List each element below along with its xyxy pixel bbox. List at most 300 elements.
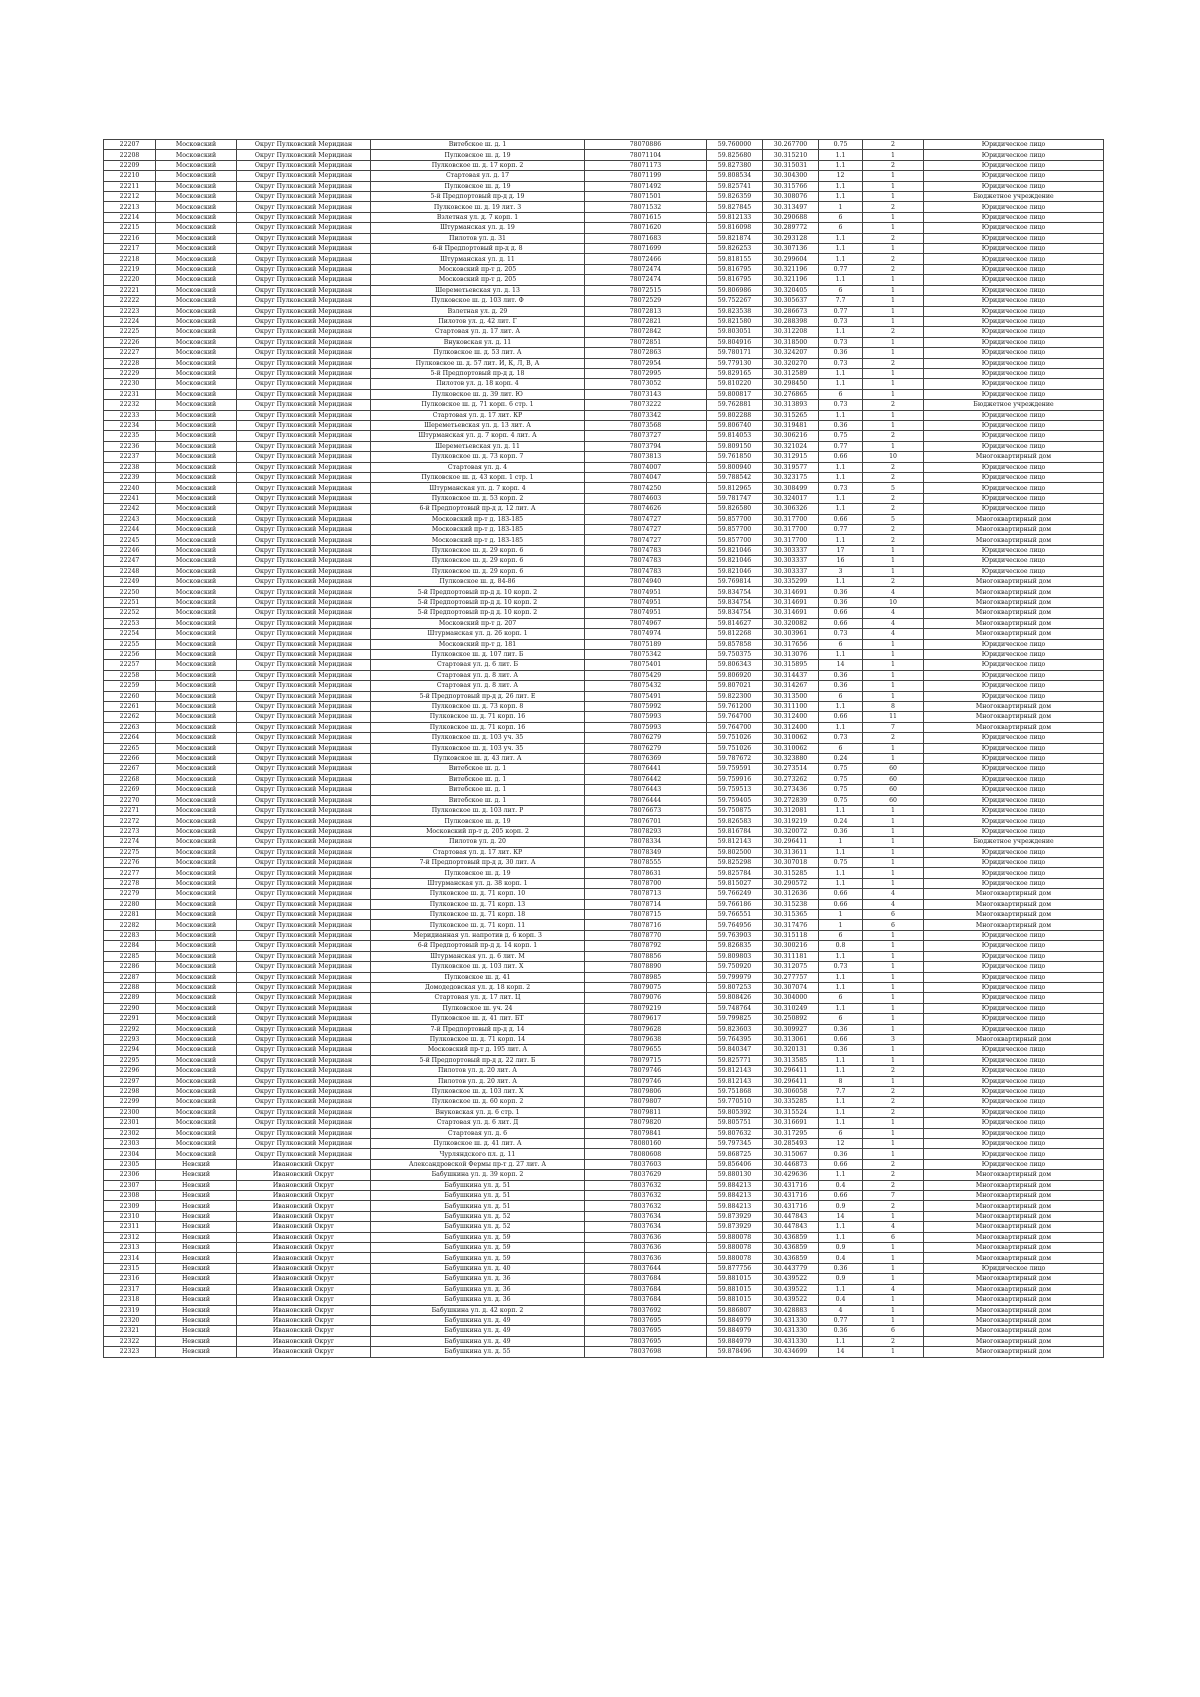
municipality-cell: Округ Пулковский Меридиан (237, 826, 371, 836)
owner-type-cell: Юридическое лицо (924, 431, 1104, 441)
row-number: 22270 (104, 795, 156, 805)
row-number: 22253 (104, 618, 156, 628)
district-cell: Московский (156, 441, 237, 451)
longitude-cell: 30.431330 (763, 1336, 819, 1346)
count-cell: 5 (863, 483, 924, 493)
district-cell: Невский (156, 1222, 237, 1232)
table-row (104, 660, 1104, 670)
code-cell: 78075432 (585, 681, 707, 691)
district-cell: Невский (156, 1284, 237, 1294)
municipality-cell: Округ Пулковский Меридиан (237, 441, 371, 451)
latitude-cell: 59.759513 (707, 785, 763, 795)
area-cell: 1.1 (819, 379, 863, 389)
table-row (104, 1326, 1104, 1336)
municipality-cell: Округ Пулковский Меридиан (237, 1066, 371, 1076)
district-cell: Московский (156, 452, 237, 462)
code-cell: 78076443 (585, 785, 707, 795)
address-cell: 5-й Предпортовый пр-д д. 19 (371, 192, 585, 202)
municipality-cell: Округ Пулковский Меридиан (237, 150, 371, 160)
address-cell: Бабушкина ул. д. 52 (371, 1211, 585, 1221)
longitude-cell: 30.324207 (763, 348, 819, 358)
area-cell: 1.1 (819, 1055, 863, 1065)
longitude-cell: 30.303337 (763, 545, 819, 555)
table-row (104, 244, 1104, 254)
latitude-cell: 59.826580 (707, 504, 763, 514)
count-cell: 11 (863, 712, 924, 722)
district-cell: Московский (156, 941, 237, 951)
latitude-cell: 59.884213 (707, 1180, 763, 1190)
table-row (104, 577, 1104, 587)
code-cell: 78072842 (585, 327, 707, 337)
municipality-cell: Округ Пулковский Меридиан (237, 493, 371, 503)
table-row (104, 473, 1104, 483)
owner-type-cell: Юридическое лицо (924, 753, 1104, 763)
longitude-cell: 30.436859 (763, 1243, 819, 1253)
count-cell: 2 (863, 400, 924, 410)
longitude-cell: 30.439522 (763, 1295, 819, 1305)
count-cell: 1 (863, 275, 924, 285)
area-cell: 1.1 (819, 368, 863, 378)
municipality-cell: Округ Пулковский Меридиан (237, 785, 371, 795)
code-cell: 78072821 (585, 316, 707, 326)
code-cell: 78073143 (585, 389, 707, 399)
code-cell: 78071615 (585, 212, 707, 222)
district-cell: Московский (156, 504, 237, 514)
address-cell: Шереметьевская ул. д. 13 лит. А (371, 420, 585, 430)
row-number: 22310 (104, 1211, 156, 1221)
latitude-cell: 59.834754 (707, 587, 763, 597)
latitude-cell: 59.873929 (707, 1222, 763, 1232)
count-cell: 1 (863, 847, 924, 857)
owner-type-cell: Юридическое лицо (924, 649, 1104, 659)
area-cell: 6 (819, 1128, 863, 1138)
code-cell: 78072474 (585, 264, 707, 274)
table-row (104, 1191, 1104, 1201)
latitude-cell: 59.788542 (707, 473, 763, 483)
owner-type-cell: Юридическое лицо (924, 566, 1104, 576)
row-number: 22306 (104, 1170, 156, 1180)
latitude-cell: 59.826583 (707, 816, 763, 826)
count-cell: 2 (863, 504, 924, 514)
municipality-cell: Округ Пулковский Меридиан (237, 275, 371, 285)
municipality-cell: Округ Пулковский Меридиан (237, 212, 371, 222)
table-row (104, 753, 1104, 763)
municipality-cell: Округ Пулковский Меридиан (237, 285, 371, 295)
table-row (104, 202, 1104, 212)
row-number: 22275 (104, 847, 156, 857)
municipality-cell: Ивановский Округ (237, 1232, 371, 1242)
table-row (104, 1305, 1104, 1315)
table-row (104, 587, 1104, 597)
district-cell: Московский (156, 296, 237, 306)
count-cell: 2 (863, 535, 924, 545)
count-cell: 4 (863, 1222, 924, 1232)
municipality-cell: Ивановский Округ (237, 1170, 371, 1180)
address-cell: Бабушкина ул. д. 55 (371, 1347, 585, 1357)
municipality-cell: Округ Пулковский Меридиан (237, 566, 371, 576)
longitude-cell: 30.315238 (763, 899, 819, 909)
code-cell: 78079811 (585, 1107, 707, 1117)
address-cell: 7-й Предпортовый пр-д д. 14 (371, 1024, 585, 1034)
district-cell: Московский (156, 348, 237, 358)
table-row (104, 160, 1104, 170)
latitude-cell: 59.761200 (707, 701, 763, 711)
row-number: 22303 (104, 1139, 156, 1149)
municipality-cell: Ивановский Округ (237, 1305, 371, 1315)
code-cell: 78073794 (585, 441, 707, 451)
code-cell: 78073568 (585, 420, 707, 430)
latitude-cell: 59.761850 (707, 452, 763, 462)
municipality-cell: Округ Пулковский Меридиан (237, 889, 371, 899)
code-cell: 78078334 (585, 837, 707, 847)
municipality-cell: Округ Пулковский Меридиан (237, 379, 371, 389)
table-row (104, 181, 1104, 191)
count-cell: 1 (863, 806, 924, 816)
area-cell: 1 (819, 837, 863, 847)
table-row (104, 691, 1104, 701)
area-cell: 0.36 (819, 348, 863, 358)
area-cell: 1.1 (819, 1097, 863, 1107)
latitude-cell: 59.884979 (707, 1336, 763, 1346)
address-cell: Шереметьевская ул. д. 13 (371, 285, 585, 295)
code-cell: 78078714 (585, 899, 707, 909)
latitude-cell: 59.812143 (707, 1066, 763, 1076)
row-number: 22322 (104, 1336, 156, 1346)
longitude-cell: 30.323175 (763, 473, 819, 483)
district-cell: Московский (156, 878, 237, 888)
row-number: 22283 (104, 930, 156, 940)
count-cell: 2 (863, 1097, 924, 1107)
count-cell: 2 (863, 202, 924, 212)
district-cell: Московский (156, 1003, 237, 1013)
table-row (104, 1243, 1104, 1253)
owner-type-cell: Юридическое лицо (924, 473, 1104, 483)
count-cell: 1 (863, 337, 924, 347)
latitude-cell: 59.821046 (707, 556, 763, 566)
owner-type-cell: Многоквартирный дом (924, 1336, 1104, 1346)
address-cell: Взлетная ул. д. 7 корп. 1 (371, 212, 585, 222)
row-number: 22284 (104, 941, 156, 951)
longitude-cell: 30.300216 (763, 941, 819, 951)
owner-type-cell: Юридическое лицо (924, 348, 1104, 358)
owner-type-cell: Бюджетное учреждение (924, 400, 1104, 410)
row-number: 22216 (104, 233, 156, 243)
area-cell: 1.1 (819, 473, 863, 483)
row-number: 22211 (104, 181, 156, 191)
address-cell: 6-й Предпортовый пр-д д. 8 (371, 244, 585, 254)
row-number: 22292 (104, 1024, 156, 1034)
count-cell: 2 (863, 1180, 924, 1190)
row-number: 22236 (104, 441, 156, 451)
municipality-cell: Округ Пулковский Меридиан (237, 681, 371, 691)
municipality-cell: Округ Пулковский Меридиан (237, 223, 371, 233)
area-cell: 6 (819, 212, 863, 222)
longitude-cell: 30.267700 (763, 140, 819, 150)
longitude-cell: 30.315265 (763, 410, 819, 420)
table-row (104, 910, 1104, 920)
longitude-cell: 30.290688 (763, 212, 819, 222)
row-number: 22242 (104, 504, 156, 514)
municipality-cell: Округ Пулковский Меридиан (237, 795, 371, 805)
longitude-cell: 30.273262 (763, 774, 819, 784)
latitude-cell: 59.748764 (707, 1003, 763, 1013)
district-cell: Московский (156, 514, 237, 524)
row-number: 22273 (104, 826, 156, 836)
longitude-cell: 30.320082 (763, 618, 819, 628)
municipality-cell: Округ Пулковский Меридиан (237, 962, 371, 972)
area-cell: 6 (819, 691, 863, 701)
row-number: 22305 (104, 1159, 156, 1169)
code-cell: 78071492 (585, 181, 707, 191)
row-number: 22302 (104, 1128, 156, 1138)
count-cell: 2 (863, 577, 924, 587)
owner-type-cell: Многоквартирный дом (924, 910, 1104, 920)
code-cell: 78037636 (585, 1253, 707, 1263)
count-cell: 1 (863, 1295, 924, 1305)
table-row (104, 743, 1104, 753)
district-cell: Московский (156, 493, 237, 503)
code-cell: 78076279 (585, 733, 707, 743)
code-cell: 78078890 (585, 962, 707, 972)
row-number: 22229 (104, 368, 156, 378)
owner-type-cell: Юридическое лицо (924, 285, 1104, 295)
count-cell: 6 (863, 910, 924, 920)
row-number: 22293 (104, 1034, 156, 1044)
municipality-cell: Округ Пулковский Меридиан (237, 400, 371, 410)
address-cell: Пилотов ул. д. 42 лит. Г (371, 316, 585, 326)
latitude-cell: 59.802288 (707, 410, 763, 420)
code-cell: 78079628 (585, 1024, 707, 1034)
row-number: 22214 (104, 212, 156, 222)
longitude-cell: 30.324017 (763, 493, 819, 503)
district-cell: Московский (156, 212, 237, 222)
longitude-cell: 30.277757 (763, 972, 819, 982)
latitude-cell: 59.881015 (707, 1295, 763, 1305)
table-row (104, 171, 1104, 181)
address-cell: Пулковское ш. уч. 24 (371, 1003, 585, 1013)
code-cell: 78071683 (585, 233, 707, 243)
area-cell: 0.73 (819, 358, 863, 368)
district-cell: Московский (156, 1118, 237, 1128)
address-cell: Витебское ш. д. 1 (371, 795, 585, 805)
address-cell: Штурманская ул. д. 19 (371, 223, 585, 233)
address-cell: Штурманская ул. д. 6 лит. М (371, 951, 585, 961)
address-cell: Внуковская ул. д. 6 стр. 1 (371, 1107, 585, 1117)
address-cell: Бабушкина ул. д. 36 (371, 1295, 585, 1305)
owner-type-cell: Многоквартирный дом (924, 712, 1104, 722)
owner-type-cell: Многоквартирный дом (924, 701, 1104, 711)
row-number: 22230 (104, 379, 156, 389)
area-cell: 0.36 (819, 1263, 863, 1273)
code-cell: 78079807 (585, 1097, 707, 1107)
latitude-cell: 59.815027 (707, 878, 763, 888)
longitude-cell: 30.315365 (763, 910, 819, 920)
address-cell: Пулковское ш. д. 19 (371, 868, 585, 878)
address-cell: Бабушкина ул. д. 49 (371, 1336, 585, 1346)
code-cell: 78071173 (585, 160, 707, 170)
area-cell: 6 (819, 743, 863, 753)
owner-type-cell: Многоквартирный дом (924, 1326, 1104, 1336)
code-cell: 78074951 (585, 608, 707, 618)
row-number: 22317 (104, 1284, 156, 1294)
longitude-cell: 30.313061 (763, 1034, 819, 1044)
latitude-cell: 59.769814 (707, 577, 763, 587)
area-cell: 1.1 (819, 868, 863, 878)
code-cell: 78079806 (585, 1086, 707, 1096)
owner-type-cell: Юридическое лицо (924, 545, 1104, 555)
count-cell: 2 (863, 327, 924, 337)
code-cell: 78072515 (585, 285, 707, 295)
address-cell: Пилотов ул. д. 20 (371, 837, 585, 847)
row-number: 22267 (104, 764, 156, 774)
area-cell: 0.66 (819, 608, 863, 618)
district-cell: Московский (156, 733, 237, 743)
table-row (104, 452, 1104, 462)
code-cell: 78078293 (585, 826, 707, 836)
owner-type-cell: Юридическое лицо (924, 1076, 1104, 1086)
row-number: 22246 (104, 545, 156, 555)
address-cell: Московский пр-т д. 181 (371, 639, 585, 649)
longitude-cell: 30.276865 (763, 389, 819, 399)
longitude-cell: 30.315285 (763, 868, 819, 878)
longitude-cell: 30.312208 (763, 327, 819, 337)
address-cell: Московский пр-т д. 207 (371, 618, 585, 628)
address-cell: Пулковское ш. д. 73 корп. 8 (371, 701, 585, 711)
row-number: 22268 (104, 774, 156, 784)
table-row (104, 1139, 1104, 1149)
code-cell: 78074940 (585, 577, 707, 587)
table-row (104, 337, 1104, 347)
row-number: 22314 (104, 1253, 156, 1263)
address-cell: Пулковское ш. д. 41 (371, 972, 585, 982)
district-cell: Московский (156, 525, 237, 535)
count-cell: 2 (863, 1107, 924, 1117)
longitude-cell: 30.318500 (763, 337, 819, 347)
latitude-cell: 59.880078 (707, 1253, 763, 1263)
code-cell: 78075189 (585, 639, 707, 649)
longitude-cell: 30.312400 (763, 722, 819, 732)
longitude-cell: 30.288398 (763, 316, 819, 326)
address-cell: Московский пр-т д. 183-185 (371, 535, 585, 545)
row-number: 22212 (104, 192, 156, 202)
count-cell: 2 (863, 525, 924, 535)
district-cell: Невский (156, 1315, 237, 1325)
municipality-cell: Округ Пулковский Меридиан (237, 483, 371, 493)
area-cell: 1.1 (819, 1232, 863, 1242)
row-number: 22247 (104, 556, 156, 566)
owner-type-cell: Юридическое лицо (924, 764, 1104, 774)
longitude-cell: 30.439522 (763, 1274, 819, 1284)
row-number: 22213 (104, 202, 156, 212)
table-row (104, 733, 1104, 743)
area-cell: 1 (819, 202, 863, 212)
latitude-cell: 59.881015 (707, 1284, 763, 1294)
table-row (104, 941, 1104, 951)
area-cell: 0.24 (819, 753, 863, 763)
longitude-cell: 30.312075 (763, 962, 819, 972)
area-cell: 0.36 (819, 420, 863, 430)
district-cell: Московский (156, 462, 237, 472)
table-row (104, 701, 1104, 711)
count-cell: 1 (863, 670, 924, 680)
table-row (104, 535, 1104, 545)
area-cell: 1.1 (819, 1003, 863, 1013)
code-cell: 78079841 (585, 1128, 707, 1138)
row-number: 22265 (104, 743, 156, 753)
owner-type-cell: Юридическое лицо (924, 1014, 1104, 1024)
area-cell: 1.1 (819, 1222, 863, 1232)
row-number: 22274 (104, 837, 156, 847)
address-cell: Пулковское ш. д. 71 корп. 16 (371, 712, 585, 722)
district-cell: Московский (156, 192, 237, 202)
count-cell: 6 (863, 1232, 924, 1242)
address-cell: Пулковское ш. д. 103 лит. Х (371, 962, 585, 972)
owner-type-cell: Юридическое лицо (924, 504, 1104, 514)
area-cell: 17 (819, 545, 863, 555)
address-cell: Пилотов ул. д. 31 (371, 233, 585, 243)
count-cell: 1 (863, 858, 924, 868)
count-cell: 5 (863, 514, 924, 524)
code-cell: 78072466 (585, 254, 707, 264)
row-number: 22289 (104, 993, 156, 1003)
municipality-cell: Округ Пулковский Меридиан (237, 733, 371, 743)
latitude-cell: 59.750920 (707, 962, 763, 972)
table-row (104, 681, 1104, 691)
row-number: 22261 (104, 701, 156, 711)
owner-type-cell: Многоквартирный дом (924, 577, 1104, 587)
area-cell: 0.36 (819, 597, 863, 607)
municipality-cell: Округ Пулковский Меридиан (237, 806, 371, 816)
count-cell: 2 (863, 1066, 924, 1076)
table-row (104, 285, 1104, 295)
district-cell: Московский (156, 618, 237, 628)
municipality-cell: Округ Пулковский Меридиан (237, 140, 371, 150)
row-number: 22277 (104, 868, 156, 878)
code-cell: 78074951 (585, 597, 707, 607)
code-cell: 78079655 (585, 1045, 707, 1055)
address-cell: Пулковское ш. д. 71 корп. 6 стр. 1 (371, 400, 585, 410)
table-row (104, 566, 1104, 576)
code-cell: 78078716 (585, 920, 707, 930)
count-cell: 1 (863, 244, 924, 254)
latitude-cell: 59.812965 (707, 483, 763, 493)
code-cell: 78079219 (585, 1003, 707, 1013)
count-cell: 60 (863, 785, 924, 795)
longitude-cell: 30.303337 (763, 556, 819, 566)
district-cell: Невский (156, 1232, 237, 1242)
address-cell: Стартовая ул. д. 6 лит. Б (371, 660, 585, 670)
count-cell: 2 (863, 1201, 924, 1211)
row-number: 22323 (104, 1347, 156, 1357)
table-row (104, 774, 1104, 784)
district-cell: Невский (156, 1336, 237, 1346)
latitude-cell: 59.822300 (707, 691, 763, 701)
owner-type-cell: Юридическое лицо (924, 878, 1104, 888)
longitude-cell: 30.304300 (763, 171, 819, 181)
longitude-cell: 30.314267 (763, 681, 819, 691)
owner-type-cell: Юридическое лицо (924, 379, 1104, 389)
district-cell: Московский (156, 1128, 237, 1138)
district-cell: Московский (156, 358, 237, 368)
count-cell: 1 (863, 368, 924, 378)
count-cell: 1 (863, 816, 924, 826)
row-number: 22239 (104, 473, 156, 483)
owner-type-cell: Юридическое лицо (924, 868, 1104, 878)
code-cell: 78073052 (585, 379, 707, 389)
area-cell: 0.9 (819, 1274, 863, 1284)
address-cell: Пулковское ш. д. 17 корп. 2 (371, 160, 585, 170)
row-number: 22245 (104, 535, 156, 545)
